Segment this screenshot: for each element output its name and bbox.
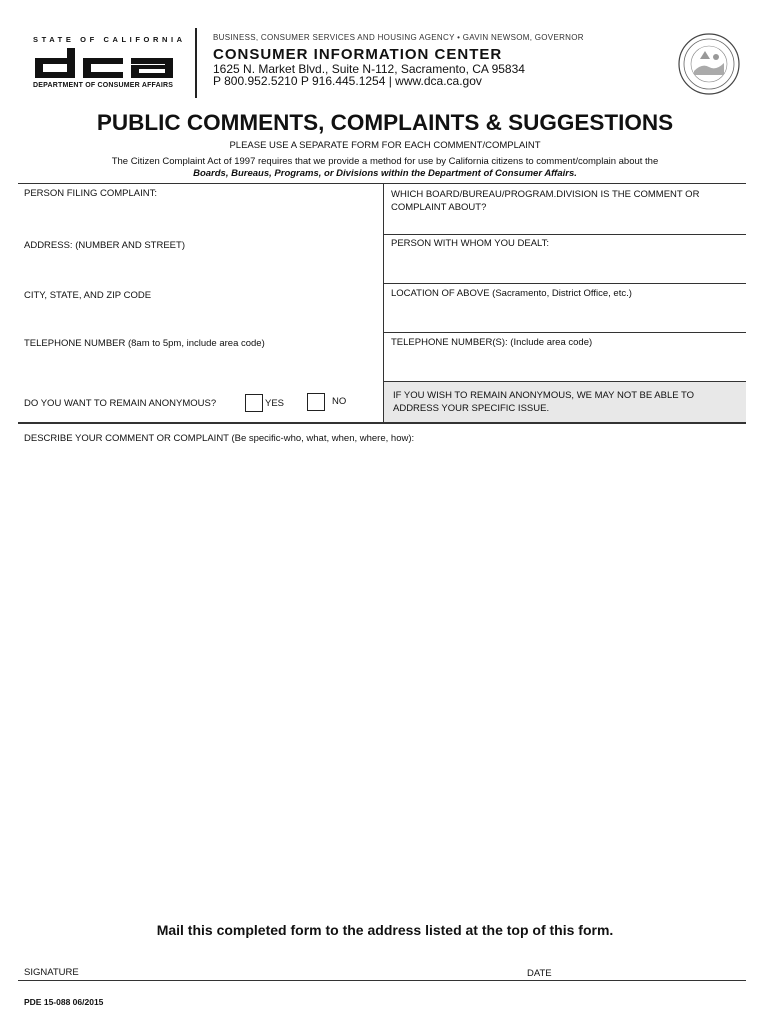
act-emphasis: Boards, Bureaus, Programs, or Divisions within the Department of Consumer Affairs. (193, 168, 577, 179)
describe-textarea[interactable] (22, 448, 744, 908)
person-filing-input[interactable] (22, 202, 377, 232)
row-divider-1 (383, 234, 746, 235)
location-input[interactable] (389, 302, 741, 330)
state-of-california-label: STATE OF CALIFORNIA (33, 35, 186, 44)
yes-label: YES (265, 398, 285, 409)
no-checkbox[interactable] (307, 393, 325, 411)
separate-form-note: PLEASE USE A SEPARATE FORM FOR EACH COMMENT/COMPLAINT (229, 140, 541, 151)
telephone-numbers-input[interactable] (389, 351, 741, 379)
state-seal-icon (678, 33, 740, 95)
office-phones: P 800.952.5210 P 916.445.1254 | www.dca.ca.gov (213, 74, 482, 88)
signature-input[interactable] (90, 960, 510, 978)
anonymous-question: DO YOU WANT TO REMAIN ANONYMOUS? (24, 398, 217, 409)
row-divider-2 (383, 283, 746, 284)
city-state-zip-label: CITY, STATE, AND ZIP CODE (24, 290, 152, 301)
anonymous-note: IF YOU WISH TO REMAIN ANONYMOUS, WE MAY NOT BE ABLE TO ADDRESS YOUR SPECIFIC ISSUE. (393, 390, 695, 414)
city-state-zip-input[interactable] (22, 304, 377, 330)
person-filing-label: PERSON FILING COMPLAINT: (24, 188, 158, 199)
form-number: PDE 15-088 06/2015 (24, 997, 104, 1007)
no-label: NO (332, 396, 347, 407)
agency-line: BUSINESS, CONSUMER SERVICES AND HOUSING AGENCY • GAVIN NEWSOM, GOVERNOR (213, 33, 584, 42)
address-label: ADDRESS: (NUMBER AND STREET) (24, 240, 185, 251)
which-board-input[interactable] (389, 214, 741, 232)
header-divider (195, 28, 197, 98)
telephone-input[interactable] (22, 352, 377, 378)
form-grid-bottom (18, 422, 746, 424)
yes-checkbox[interactable] (245, 394, 263, 412)
describe-label: DESCRIBE YOUR COMMENT OR COMPLAINT (Be specific-who, what, when, where, how): (24, 433, 415, 444)
telephone-label: TELEPHONE NUMBER (8am to 5pm, include area code) (24, 338, 265, 349)
office-title: CONSUMER INFORMATION CENTER (213, 46, 503, 63)
office-address: 1625 N. Market Blvd., Suite N-112, Sacramento, CA 95834 (213, 62, 525, 76)
signature-line (18, 980, 746, 981)
date-input[interactable] (560, 962, 740, 978)
row-divider-4 (383, 381, 746, 382)
address-input[interactable] (22, 254, 377, 282)
person-dealt-label: PERSON WITH WHOM YOU DEALT: (391, 238, 549, 249)
location-label: LOCATION OF ABOVE (Sacramento, District Office, etc.) (391, 288, 632, 299)
which-board-label: WHICH BOARD/BUREAU/PROGRAM.DIVISION IS THE COMMENT OR COMPLAINT ABOUT? (391, 189, 700, 213)
signature-label: SIGNATURE (24, 967, 79, 978)
row-divider-3 (383, 332, 746, 333)
date-label: DATE (527, 968, 552, 979)
page-title: PUBLIC COMMENTS, COMPLAINTS & SUGGESTIONS (96, 110, 674, 135)
form-top-border (18, 183, 746, 184)
department-label: DEPARTMENT OF CONSUMER AFFAIRS (33, 82, 174, 89)
person-dealt-input[interactable] (389, 252, 741, 280)
telephone-numbers-label: TELEPHONE NUMBER(S): (Include area code) (391, 337, 593, 348)
dca-logo (33, 48, 175, 78)
mail-instruction: Mail this completed form to the address listed at the top of this form. (156, 922, 614, 938)
act-text: The Citizen Complaint Act of 1997 requires that we provide a method for use by California citizens to comment/complain about the (111, 156, 659, 167)
